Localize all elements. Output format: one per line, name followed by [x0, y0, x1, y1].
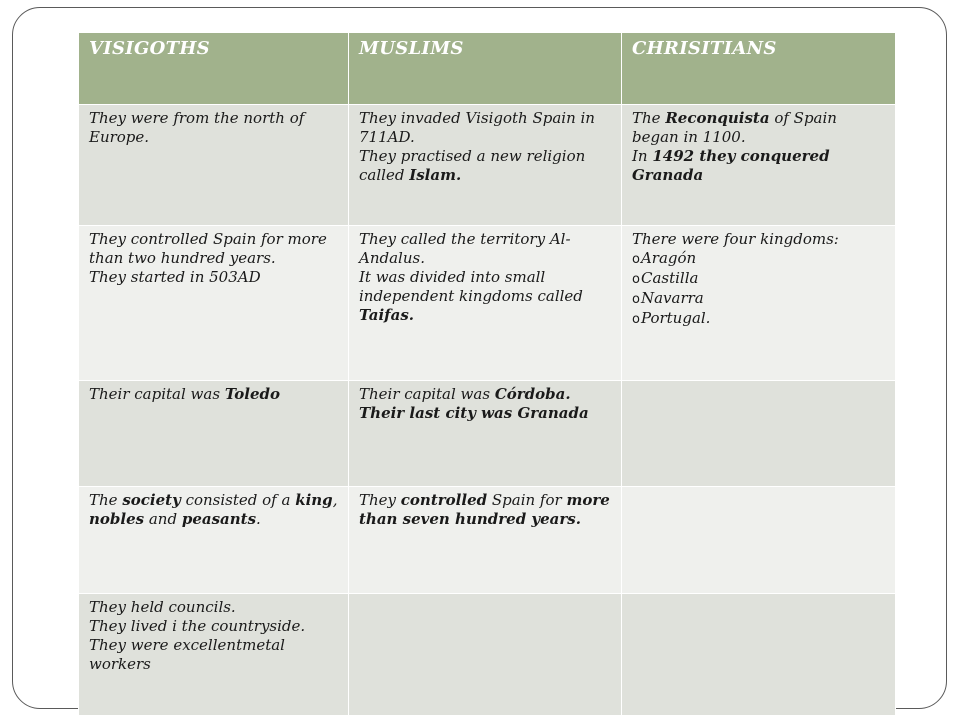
cell-visigoths [79, 381, 349, 487]
text: They called the territory Al- Andalus. [359, 230, 571, 267]
list-item: oNavarra [632, 289, 704, 307]
cell-visigoths [79, 105, 349, 226]
cell-line [359, 404, 613, 423]
bold-text: more than seven hundred years. [359, 491, 610, 528]
text: . [256, 510, 261, 528]
cell-muslims [349, 594, 622, 716]
kingdoms-intro: There were four kingdoms: [632, 230, 839, 248]
bold-text: society [122, 491, 181, 509]
cell-christians [622, 105, 896, 226]
bold-text: king [295, 491, 333, 509]
bold-text: Toledo [224, 385, 280, 403]
text: They were excellentmetal workers [89, 636, 285, 673]
cell-line [359, 147, 613, 185]
bold-text: 1492 they conquered Granada [632, 147, 830, 184]
text: Their capital was [359, 385, 495, 403]
cell-line [89, 230, 340, 268]
bold-text: Córdoba. [494, 385, 571, 403]
cell-line [89, 385, 340, 404]
header-muslims: MUSLIMS [349, 33, 622, 105]
bold-text: Islam. [409, 166, 462, 184]
bold-text: peasants [181, 510, 257, 528]
slide-frame [12, 7, 947, 709]
list-item: oPortugal. [632, 309, 711, 327]
cell-visigoths [79, 594, 349, 716]
text: They were from the north of Europe. [89, 109, 305, 146]
list-item: oAragón [632, 249, 697, 267]
bold-text: Reconquista [665, 109, 770, 127]
list-item: oCastilla [632, 269, 699, 287]
text: and [144, 510, 182, 528]
cell-line [89, 268, 340, 287]
cell-line [89, 617, 340, 636]
cell-christians [622, 594, 896, 716]
bullet-icon: o [632, 292, 640, 307]
text: Their capital was [89, 385, 225, 403]
table-row [79, 594, 896, 716]
text: consisted of a [180, 491, 296, 509]
table-row [79, 487, 896, 594]
cell-line [89, 491, 340, 529]
cell-line [89, 636, 340, 674]
bullet-icon: o [632, 272, 640, 287]
history-comparison-table [78, 32, 896, 716]
table-row [79, 226, 896, 381]
text: They practised a new religion called [359, 147, 586, 184]
cell-line [359, 109, 613, 147]
cell-line [359, 230, 613, 268]
bold-text: Their last city was Granada [359, 404, 589, 422]
text: They held councils. [89, 598, 236, 616]
header-visigoths: VISIGOTHS [79, 33, 349, 105]
header-christians: CHRISITIANS [622, 33, 896, 105]
text: In [632, 147, 653, 165]
cell-line [359, 268, 613, 325]
cell-christians [622, 381, 896, 487]
text: The [632, 109, 666, 127]
text: They [359, 491, 401, 509]
text: They invaded Visigoth Spain in 711AD. [359, 109, 595, 146]
text: They controlled Spain for more than two hundred years. [89, 230, 327, 267]
text: It was divided into small independent kingdoms called [359, 268, 583, 305]
text: Spain for [487, 491, 567, 509]
cell-visigoths [79, 226, 349, 381]
table-header-row [79, 33, 896, 105]
bold-text: nobles [89, 510, 145, 528]
table-row [79, 105, 896, 226]
bold-text: Taifas. [359, 306, 414, 324]
cell-line [359, 385, 613, 404]
bullet-icon: o [632, 252, 640, 267]
cell-line [359, 491, 613, 529]
cell-christians [622, 487, 896, 594]
cell-line [632, 147, 887, 185]
bullet-icon: o [632, 312, 640, 327]
cell-line [89, 598, 340, 617]
cell-muslims [349, 105, 622, 226]
cell-visigoths [79, 487, 349, 594]
bold-text: controlled [400, 491, 488, 509]
text: They lived i the countryside. [89, 617, 306, 635]
text: The [89, 491, 123, 509]
table-row [79, 381, 896, 487]
cell-muslims [349, 226, 622, 381]
cell-muslims [349, 381, 622, 487]
cell-muslims [349, 487, 622, 594]
cell-line [632, 109, 887, 147]
cell-christians [622, 226, 896, 381]
cell-line [89, 109, 340, 147]
text: They started in 503AD [89, 268, 261, 286]
text: , [332, 491, 338, 509]
text: of Spain began in 1100. [632, 109, 837, 146]
